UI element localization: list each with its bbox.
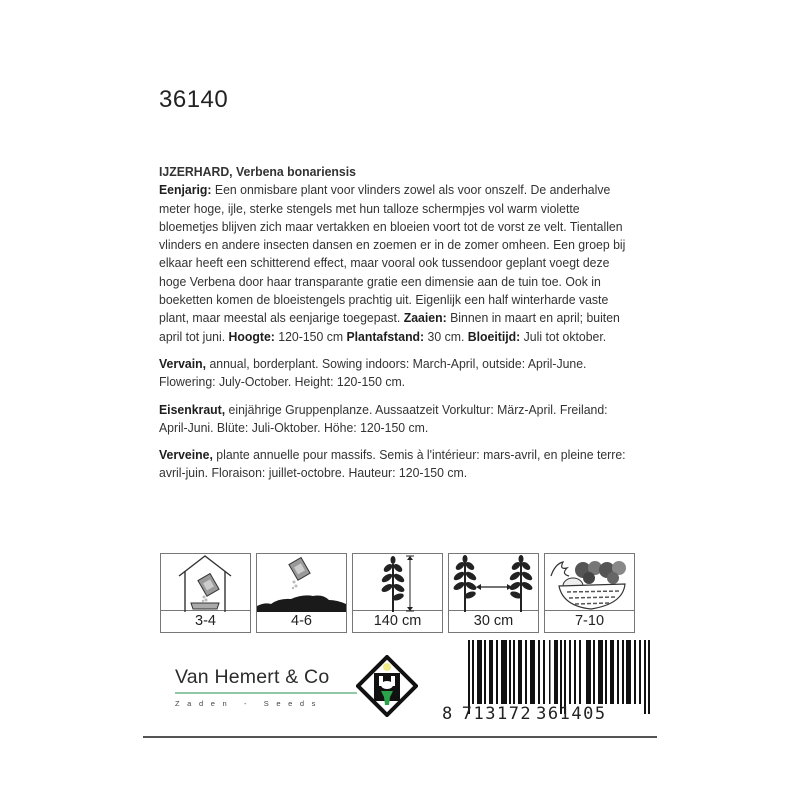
french-description [159, 446, 629, 483]
outdoor-sowing-icon [257, 554, 346, 612]
product-code: 36140 [159, 86, 229, 113]
plant-spacing-icon [449, 554, 538, 612]
harvest-basket-icon [545, 554, 634, 612]
zaaien-value: Binnen in maart en april; buiten april tot juni. [159, 310, 620, 344]
brand-name: Van Hemert & Co [175, 666, 330, 688]
label-zaaien: Zaaien: [403, 310, 447, 326]
german-description [159, 401, 629, 438]
english-body: annual, borderplant. Sowing indoors: March-April, outside: April-June. Flowering: July-October. Height: 120-150 cm. [159, 355, 587, 390]
icon-sow-indoors [160, 553, 251, 633]
icon-label: 30 cm [473, 613, 514, 629]
plantafstand-value: 30 cm. [424, 328, 465, 344]
plant-height-icon [353, 554, 442, 612]
barcode-number [442, 704, 662, 724]
icon-label: 7-10 [574, 613, 605, 629]
cultivation-icons [160, 553, 635, 633]
hoogte-value: 120-150 cm [274, 328, 347, 344]
greenhouse-sowing-icon [161, 554, 250, 612]
description-block [159, 163, 629, 492]
english-label: Vervain, [159, 355, 207, 371]
icon-sow-outdoors [256, 553, 347, 633]
label-plantafstand: Plantafstand: [346, 328, 425, 344]
icon-label: 3-4 [195, 613, 216, 629]
label-bloeitijd: Bloeitijd: [467, 328, 521, 344]
brand-block [175, 666, 357, 708]
label-eenjarig: Eenjarig: [159, 182, 212, 198]
barcode-first-digit: 8 [442, 704, 454, 724]
label-hoogte: Hoogte: [228, 328, 275, 344]
barcode-right-group: 361405 [536, 704, 607, 724]
icon-harvest [544, 553, 635, 633]
french-body: plante annuelle pour massifs. Semis à l'intérieur: mars-avril, en pleine terre: avril-juin. Floraison: juillet-octobre. Hauteur: 120-150 cm. [159, 447, 626, 481]
dutch-body: Een onmisbare plant voor vlinders zowel als voor onszelf. De anderhalve meter hoge, ijle, sterke stengels met hun talloze schermpjes vol warm violette bloemetjes blijven zich maar vertakken en bloeien voort tot de vorst ze velt. Tientallen vlinders en andere insecten dansen en zoemen er in de zomer omheen. Een groep bij elkaar heeft een schitterend effect, maar vooral ook tussendoor geplant voegt deze hoge Verbena door haar transparante gratie een dimensie aan de tuin toe. Ook in boeketten komen de bloeistengels prachtig uit. Eigenlijk een half winterharde vaste plant, maar meestal als eenjarige toegepast. [159, 182, 626, 326]
icon-label: 4-6 [291, 613, 312, 629]
icon-plant-spacing [448, 553, 539, 633]
icon-label: 140 cm [373, 613, 422, 629]
bottom-divider [143, 736, 657, 738]
brand-divider [175, 692, 357, 694]
barcode-left-group: 713172 [461, 704, 533, 724]
product-title: IJZERHARD, Verbena bonariensis [159, 164, 356, 179]
english-description [159, 355, 629, 392]
bloeitijd-value: Juli tot oktober. [520, 328, 607, 344]
icon-plant-height [352, 553, 443, 633]
german-body: einjährige Gruppenplanze. Aussaatzeit Vorkultur: März-April. Freiland: April-Juni. Blüte: Juli-Oktober. Höhe: 120-150 cm. [159, 401, 608, 435]
french-label: Verveine, [159, 447, 213, 463]
brand-tagline: Zaden - Seeds [175, 699, 323, 708]
brand-logo-icon [356, 655, 418, 717]
dutch-description [159, 163, 629, 346]
german-label: Eisenkraut, [159, 401, 226, 417]
